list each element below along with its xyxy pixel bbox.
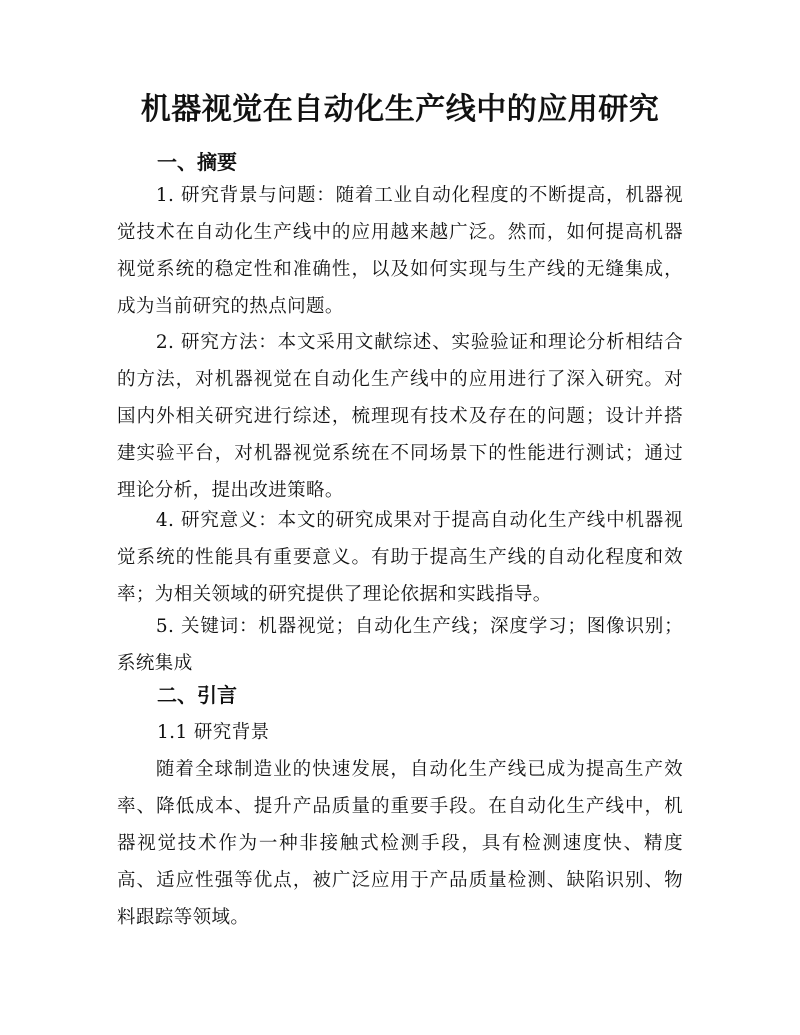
abstract-item-significance: 4. 研究意义：本文的研究成果对于提高自动化生产线中机器视觉系统的性能具有重要意义。有助于提高生产线的自动化程度和效率；为相关领域的研究提供了理论依据和实践指导。 bbox=[117, 510, 683, 605]
abstract-item-background: 1. 研究背景与问题：随着工业自动化程度的不断提高，机器视觉技术在自动化生产线中的应用越来越广泛。然而，如何提高机器视觉系统的稳定性和准确性，以及如何实现与生产线的无缝集成，成为当前研究的热点问题。 bbox=[117, 185, 683, 317]
section-heading-intro: 二、引言 bbox=[157, 683, 237, 707]
document-title: 机器视觉在自动化生产线中的应用研究 bbox=[140, 92, 660, 127]
abstract-item-keywords: 5. 关键词：机器视觉；自动化生产线；深度学习；图像识别；系统集成 bbox=[117, 616, 683, 674]
section-heading-abstract: 一、摘要 bbox=[157, 150, 237, 174]
subsection-heading-background: 1.1 研究背景 bbox=[157, 722, 270, 743]
abstract-item-method: 2. 研究方法：本文采用文献综述、实验验证和理论分析相结合的方法，对机器视觉在自动化生产线中的应用进行了深入研究。对国内外相关研究进行综述，梳理现有技术及存在的问题；设计并搭建实验平台，对机器视觉系统在不同场景下的性能进行测试；通过理论分析，提出改进策略。 bbox=[117, 332, 683, 501]
intro-paragraph: 随着全球制造业的快速发展，自动化生产线已成为提高生产效率、降低成本、提升产品质量的重要手段。在自动化生产线中，机器视觉技术作为一种非接触式检测手段，具有检测速度快、精度高、适应性强等优点，被广泛应用于产品质量检测、缺陷识别、物料跟踪等领域。 bbox=[117, 759, 683, 928]
